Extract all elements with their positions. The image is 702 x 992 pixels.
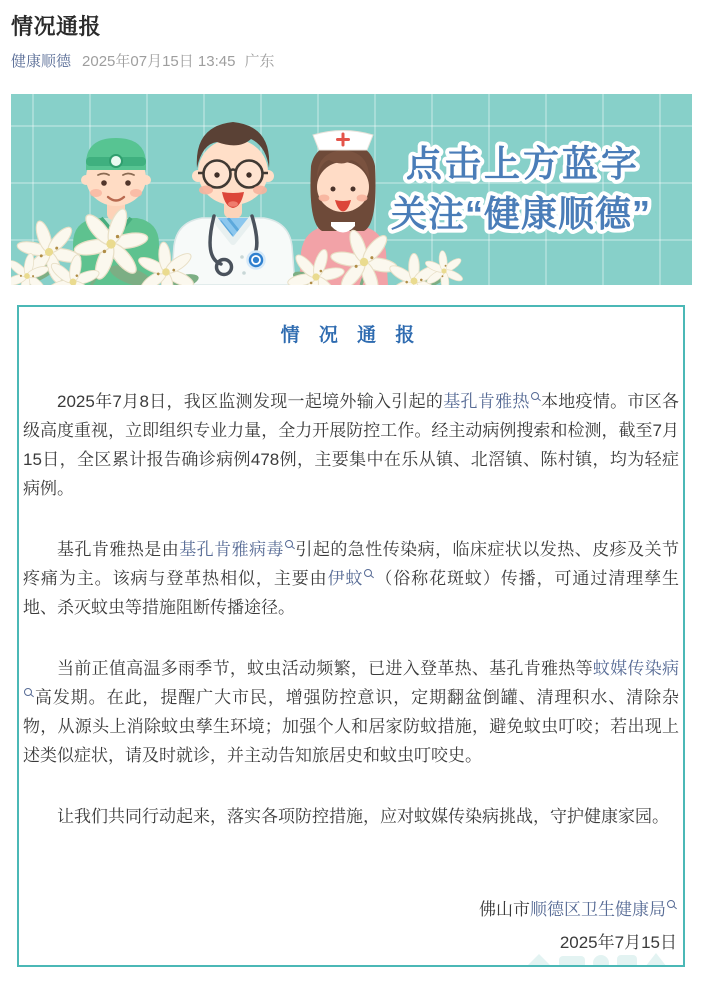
banner-image[interactable]: [11, 94, 692, 285]
article-title: 情况通报: [11, 14, 102, 39]
term-link[interactable]: 顺德区卫生健康局: [530, 900, 666, 919]
notice-date: 2025年7月15日: [559, 933, 677, 952]
term-link[interactable]: 基孔肯雅热: [443, 392, 530, 411]
search-ref-icon: [531, 392, 539, 400]
search-ref-icon: [364, 569, 372, 577]
search-ref-icon: [24, 688, 32, 696]
notice-paragraph: 让我们共同行动起来，落实各项防控措施，应对蚊媒传染病挑战，守护健康家园。: [57, 807, 669, 826]
notice-title: 情 况 通 报: [280, 325, 422, 346]
banner-cta-line2: 关注“健康顺德”: [390, 193, 652, 234]
notice-box: [17, 305, 685, 967]
term-link[interactable]: 伊蚊: [327, 569, 364, 588]
notice-paragraph: 基孔肯雅热是由基孔肯雅病毒 引起的急性传染病，临床症状以发热、皮疹及关节疼痛为主。该病与登革热相似，主要由伊蚊 （俗称花斑蚊）传播，可通过清理孳生地、杀灭蚊虫等措施阻断传播途径。: [23, 540, 680, 617]
byline: [11, 52, 691, 72]
article-page: [0, 12, 702, 967]
notice-paragraph: 2025年7月8日，我区监测发现一起境外输入引起的基孔肯雅热 本地疫情。市区各级高度重视，立即组织专业力量，全力开展防控工作。经主动病例搜索和检测，截至7月15日，全区累计报告确诊病例478例，主要集中在乐从镇、北滘镇、陈村镇，均为轻症病例。: [23, 392, 680, 498]
notice-paragraph: 当前正值高温多雨季节，蚊虫活动频繁，已进入登革热、基孔肯雅热等蚊媒传染病高发期。在此，提醒广大市民，增强防控意识，定期翻盆倒罐、清理积水、清除杂物，从源头上消除蚊虫孳生环境；加强个人和居家防蚊措施，避免蚊虫叮咬；若出现上述类似症状，请及时就诊，并主动告知旅居史和蚊虫叮咬史。: [23, 659, 680, 765]
term-link[interactable]: 基孔肯雅病毒: [179, 540, 284, 559]
term-link[interactable]: 蚊媒传染病: [592, 659, 680, 678]
notice-signature: 佛山市顺德区卫生健康局: [25, 895, 677, 924]
watermark: [525, 948, 675, 967]
account-link[interactable]: 健康顺德: [11, 53, 72, 70]
publish-datetime: 2025年07月15日 13:45: [82, 53, 236, 70]
banner-cta-line1: 点击上方蓝字: [405, 143, 641, 184]
publish-location: 广东: [244, 53, 275, 70]
search-ref-icon: [667, 900, 675, 908]
search-ref-icon: [285, 540, 293, 548]
notice-body: [23, 387, 679, 957]
